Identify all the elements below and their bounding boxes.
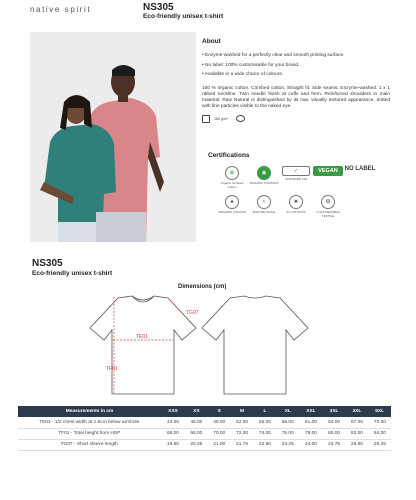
table-cell: 70.00 [208, 428, 231, 439]
product-photo [30, 32, 196, 242]
size-col: XL [276, 406, 299, 417]
no-label-icon: NO LABEL [344, 166, 376, 172]
table-cell: 43.00 [161, 417, 185, 428]
table-cell: 49.00 [208, 417, 231, 428]
table-cell: 24.75 [323, 439, 346, 450]
table-cell: 76.00 [276, 428, 299, 439]
table-cell: 25.50 [346, 439, 369, 450]
table-cell: 21.75 [231, 439, 254, 450]
table-row [18, 428, 391, 439]
table-cell: 72.00 [231, 428, 254, 439]
table-cell: 55.00 [253, 417, 276, 428]
size-col: S [208, 406, 231, 417]
row-label: TE01 - 1/2 chest width at 1.5cm below armhole [18, 417, 161, 428]
table-cell: 64.00 [323, 417, 346, 428]
about-title: About [202, 38, 221, 45]
size-col: XS [185, 406, 208, 417]
table-cell: 70.00 [368, 417, 391, 428]
table-header-row [18, 406, 391, 417]
table-row [18, 439, 391, 450]
table-cell: 52.00 [231, 417, 254, 428]
table-cell: 24.00 [299, 439, 322, 450]
tshirt-back [202, 296, 308, 394]
table-cell: 68.00 [185, 428, 208, 439]
table-cell: 74.00 [253, 428, 276, 439]
care-icon [236, 115, 245, 122]
table-cell: 23.25 [276, 439, 299, 450]
table-cell: 80.00 [323, 428, 346, 439]
table-cell: 61.00 [299, 417, 322, 428]
table-cell: 46.00 [185, 417, 208, 428]
list-item: • Available in a wide choice of colours. [202, 72, 284, 77]
size-col: 3XL [323, 406, 346, 417]
about-description: 100 % organic cotton. Combed cotton. Straight fit. Side seams. Enzyme-washed. 1 x 1 ribbed neckline. Twin needle finish at cuffs and hem. Reinforced shoulders in main material. Raw Natural is distinguished by its raw, visually textured appearance, dotted with fine particles visible to the naked eye. [202, 85, 390, 110]
te01-label: TE01 [136, 334, 148, 340]
table-cell: 22.50 [253, 439, 276, 450]
table-cell: 19.50 [161, 439, 185, 450]
colours-icon: ✺ 21 COLOURS [280, 195, 312, 218]
size-col: M [231, 406, 254, 417]
about-bullets [202, 51, 390, 80]
models-illustration [30, 32, 196, 242]
table-cell: 78.00 [299, 428, 322, 439]
customisable-icon: ✪ CUSTOMIZABLE TEXTILE [312, 195, 344, 218]
dimensions-title: Dimensions (cm) [178, 284, 227, 290]
list-item: • Enzyme-washed for a perfectly clear and smooth printing surface. [202, 53, 345, 58]
table-cell: 66.00 [161, 428, 185, 439]
row-label: TG07 - Short sleeve length [18, 439, 161, 450]
organic-cotton-icon: ✿ Organic Combed Cotton [216, 166, 248, 189]
brand-logo [30, 5, 91, 14]
table-header: Measurements in cm [18, 406, 161, 417]
table-row [18, 417, 391, 428]
certifications-title: Certifications [208, 152, 250, 159]
weight-info [202, 115, 390, 123]
tg07-label: TG07 [186, 310, 199, 316]
organic-colour-icon: ♣ ORGANIC COLOUR [216, 195, 248, 218]
table-cell: 84.00 [368, 428, 391, 439]
table-cell: 21.00 [208, 439, 231, 450]
size-table [18, 406, 391, 451]
tf01-label: TF01 [106, 366, 118, 372]
ocs-icon: ◉ ORGANIC CONTENT [248, 166, 280, 189]
brand-name: native spirit [30, 5, 92, 14]
table-cell: 58.00 [276, 417, 299, 428]
size-col: XXS [161, 406, 185, 417]
product-code-secondary: NS305 [32, 258, 63, 269]
table-cell: 26.25 [368, 439, 391, 450]
product-name: Eco-friendly unisex t-shirt [143, 13, 224, 20]
tshirt-diagram [78, 294, 338, 399]
size-col: L [253, 406, 276, 417]
enzyme-wash-icon: ≈ ENZYME WASH [248, 195, 280, 218]
size-col: 5XL [368, 406, 391, 417]
weight-value: 180 g/m² [214, 116, 229, 121]
table-cell: 82.00 [346, 428, 369, 439]
row-label: TF01 - Total height from HSP [18, 428, 161, 439]
table-cell: 20.25 [185, 439, 208, 450]
table-cell: 67.00 [346, 417, 369, 428]
list-item: • No label: 100% customisable for your brand. [202, 62, 300, 68]
product-name-secondary: Eco-friendly unisex t-shirt [32, 270, 113, 277]
size-col: XXL [299, 406, 322, 417]
about-section [202, 38, 390, 123]
vegan-icon: VEGAN [312, 166, 344, 189]
certifications-grid [216, 166, 376, 218]
product-code: NS305 [143, 2, 174, 13]
fabric-weight-icon [202, 115, 210, 123]
oeko-tex-icon: ✓ STANDARD 100 [280, 166, 312, 189]
size-col: 4XL [346, 406, 369, 417]
